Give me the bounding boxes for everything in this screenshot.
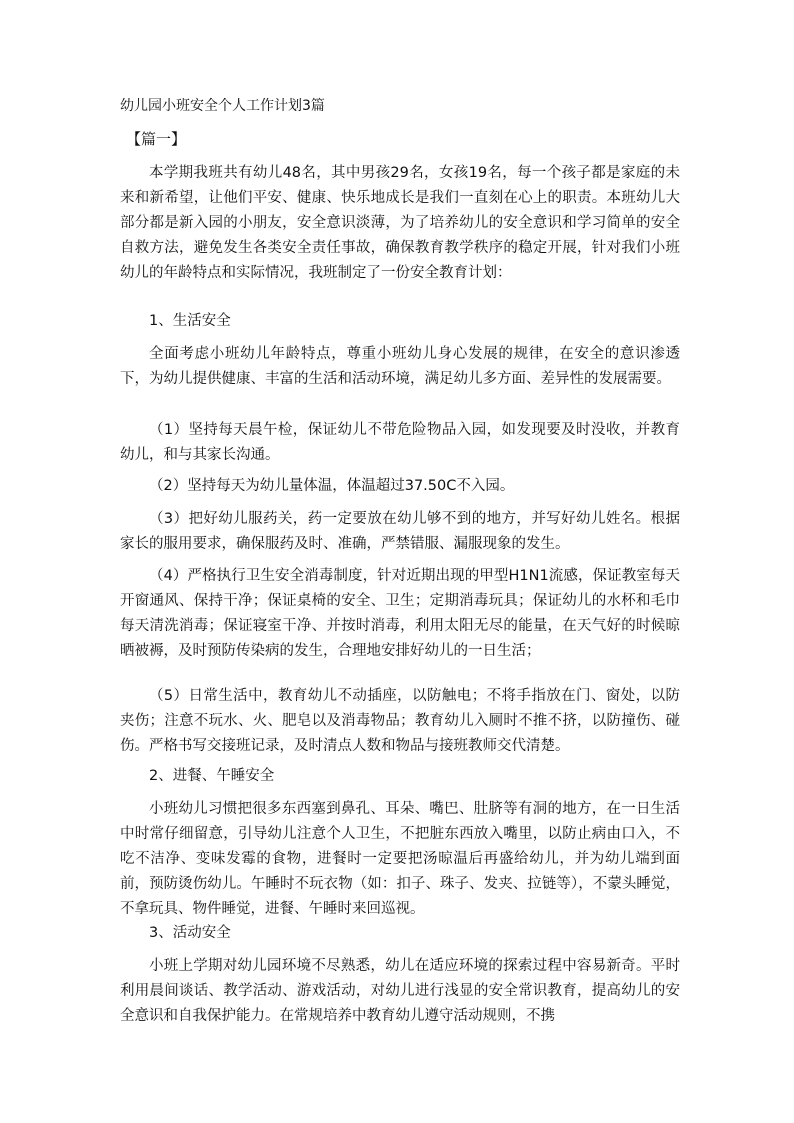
paragraph-life-item-2: （2）坚持每天为幼儿量体温，体温超过37.50C不入园。 xyxy=(149,478,515,494)
paragraph-life-item-4: （4）严格执行卫生安全消毒制度，针对近期出现的甲型H1N1流感，保证教室每天开窗通风、保持干净；保证桌椅的安全、卫生；定期消毒玩具；保证幼儿的水杯和毛巾每天清洗消毒；保证寝室干净、并按时消毒，利用太阳无尽的能量，在天气好的时候晾晒被褥，及时预防传染病的发生，合理地安排好幼儿的一日生活； xyxy=(120,568,680,659)
paragraph-life-item-5: （5）日常生活中，教育幼儿不动插座，以防触电；不将手指放在门、窗处，以防夹伤；注意不玩水、火、肥皂以及消毒物品；教育幼儿入厕时不推不挤，以防撞伤、碰伤。严格书写交接班记录，及时清点人数和物品与接班教师交代清楚。 xyxy=(120,688,680,754)
paragraph-activity: 小班上学期对幼儿园环境不尽熟悉，幼儿在适应环境的探索过程中容易新奇。平时利用晨间谈话、教学活动、游戏活动，对幼儿进行浅显的安全常识教育，提高幼儿的安全意识和自我保护能力。在常规培养中教育幼儿遵守活动规则，不携 xyxy=(120,958,680,1024)
paragraph-life-item-3: （3）把好幼儿服药关，药一定要放在幼儿够不到的地方，并写好幼儿姓名。根据家长的服用要求，确保服药及时、准确，严禁错服、漏服现象的发生。 xyxy=(120,511,680,552)
paragraph-life-item-1: （1）坚持每天晨午检，保证幼儿不带危险物品入园，如发现要及时没收，并教育幼儿，和与其家长沟通。 xyxy=(120,422,680,463)
paragraph-life-overview: 全面考虑小班幼儿年龄特点，尊重小班幼儿身心发展的规律，在安全的意识渗透下，为幼儿提供健康、丰富的生活和活动环境，满足幼儿多方面、差异性的发展需要。 xyxy=(120,346,680,387)
section-heading-activity-safety: 3、活动安全 xyxy=(149,925,231,941)
document-title: 幼儿园小班安全个人工作计划3篇 xyxy=(120,98,325,114)
intro-paragraph: 本学期我班共有幼儿48名，其中男孩29名，女孩19名，每一个孩子都是家庭的未来和新希望，让他们平安、健康、快乐地成长是我们一直刻在心上的职责。本班幼儿大部分都是新入园的小朋友，安全意识淡薄，为了培养幼儿的安全意识和学习简单的安全自救方法，避免发生各类安全责任事故，确保教育教学秩序的稳定开展，针对我们小班幼儿的年龄特点和实际情况，我班制定了一份安全教育计划： xyxy=(120,165,680,281)
section-marker: 【篇一】 xyxy=(126,130,187,148)
paragraph-meal-nap: 小班幼儿习惯把很多东西塞到鼻孔、耳朵、嘴巴、肚脐等有洞的地方，在一日生活中时常仔细留意，引导幼儿注意个人卫生，不把脏东西放入嘴里，以防止病由口入，不吃不洁净、变味发霉的食物，进餐时一定要把汤晾温后再盛给幼儿，并为幼儿端到面前，预防烫伤幼儿。午睡时不玩衣物（如：扣子、珠子、发夹、拉链等），不蒙头睡觉，不拿玩具、物件睡觉，进餐、午睡时来回巡视。 xyxy=(120,801,680,917)
section-heading-life-safety: 1、生活安全 xyxy=(149,313,231,329)
section-heading-meal-nap-safety: 2、进餐、午睡安全 xyxy=(149,768,275,784)
